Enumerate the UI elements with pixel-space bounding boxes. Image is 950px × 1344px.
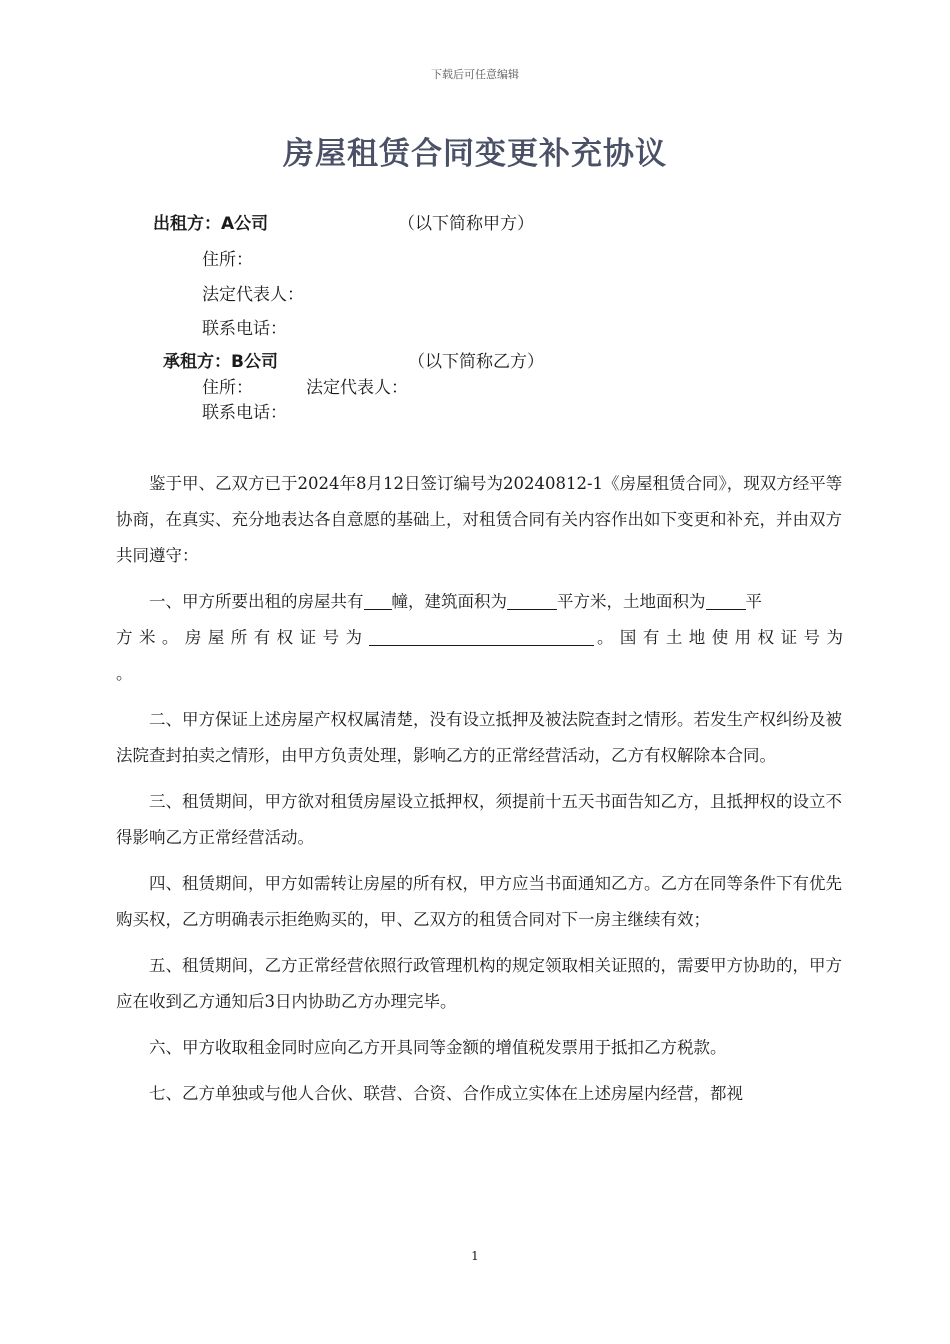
clause-4: 四、租赁期间，甲方如需转让房屋的所有权，甲方应当书面通知乙方。乙方在同等条件下有优先购买权，乙方明确表示拒绝购买的，甲、乙双方的租赁合同对下一房主继续有效； xyxy=(116,874,842,929)
clause-1-text-1: 一、甲方所要出租的房屋共有 xyxy=(149,592,364,611)
clause-1-text-5: 方米。房屋所有权证号为 xyxy=(116,628,369,647)
page-number: 1 xyxy=(471,1249,479,1263)
clause-1-text-7: 。 xyxy=(116,664,133,683)
preamble: 鉴于甲、乙双方已于2024年8月12日签订编号为20240812-1《房屋租赁合同》，现双方经平等协商，在真实、充分地表达各自意愿的基础上，对租赁合同有关内容作出如下变更和补充，并由双方共同遵守： xyxy=(116,474,843,565)
lessor-label: 出租方：A公司 xyxy=(153,214,269,234)
lessee-address: 住所： xyxy=(202,378,253,398)
clause-1-text-4: 平 xyxy=(745,592,762,611)
lessee-alias: （以下简称乙方） xyxy=(408,352,544,372)
blank-buildings xyxy=(364,591,392,610)
clause-1-text-3: 平方米，土地面积为 xyxy=(557,592,706,611)
lessor-alias: （以下简称甲方） xyxy=(398,214,534,234)
lessee-label: 承租方：B公司 xyxy=(163,352,278,372)
document-title: 房屋租赁合同变更补充协议 xyxy=(283,136,667,172)
document-body xyxy=(116,466,846,1112)
lessee-legal-rep: 法定代表人： xyxy=(306,378,408,398)
clause-5: 五、租赁期间，乙方正常经营依照行政管理机构的规定领取相关证照的，需要甲方协助的，甲方应在收到乙方通知后3日内协助乙方办理完毕。 xyxy=(116,956,842,1011)
clause-1-text-2: 幢，建筑面积为 xyxy=(391,592,507,611)
clause-2: 二、甲方保证上述房屋产权权属清楚，没有设立抵押及被法院查封之情形。若发生产权纠纷及被法院查封拍卖之情形，由甲方负责处理，影响乙方的正常经营活动，乙方有权解除本合同。 xyxy=(116,710,842,765)
clause-1-line-1 xyxy=(116,584,846,620)
clause-1-text-6: 。国有土地使用权证号为 xyxy=(593,628,847,647)
blank-land-area xyxy=(706,591,746,610)
lessor-legal-rep: 法定代表人： xyxy=(202,285,304,305)
lessee-phone: 联系电话： xyxy=(202,403,287,423)
lessor-address: 住所： xyxy=(202,250,253,270)
clause-7: 七、乙方单独或与他人合伙、联营、合资、合作成立实体在上述房屋内经营，都视 xyxy=(149,1084,743,1103)
clause-1-line-2 xyxy=(116,620,846,656)
clause-1 xyxy=(116,584,846,692)
clause-3: 三、租赁期间，甲方欲对租赁房屋设立抵押权，须提前十五天书面告知乙方，且抵押权的设立不得影响乙方正常经营活动。 xyxy=(116,792,842,847)
lessor-phone: 联系电话： xyxy=(202,319,287,339)
header-note: 下载后可任意编辑 xyxy=(431,68,519,81)
clause-1-line-3 xyxy=(116,656,846,692)
clause-6: 六、甲方收取租金同时应向乙方开具同等金额的增值税发票用于抵扣乙方税款。 xyxy=(149,1038,727,1057)
blank-property-cert xyxy=(369,627,594,646)
blank-building-area xyxy=(507,591,557,610)
